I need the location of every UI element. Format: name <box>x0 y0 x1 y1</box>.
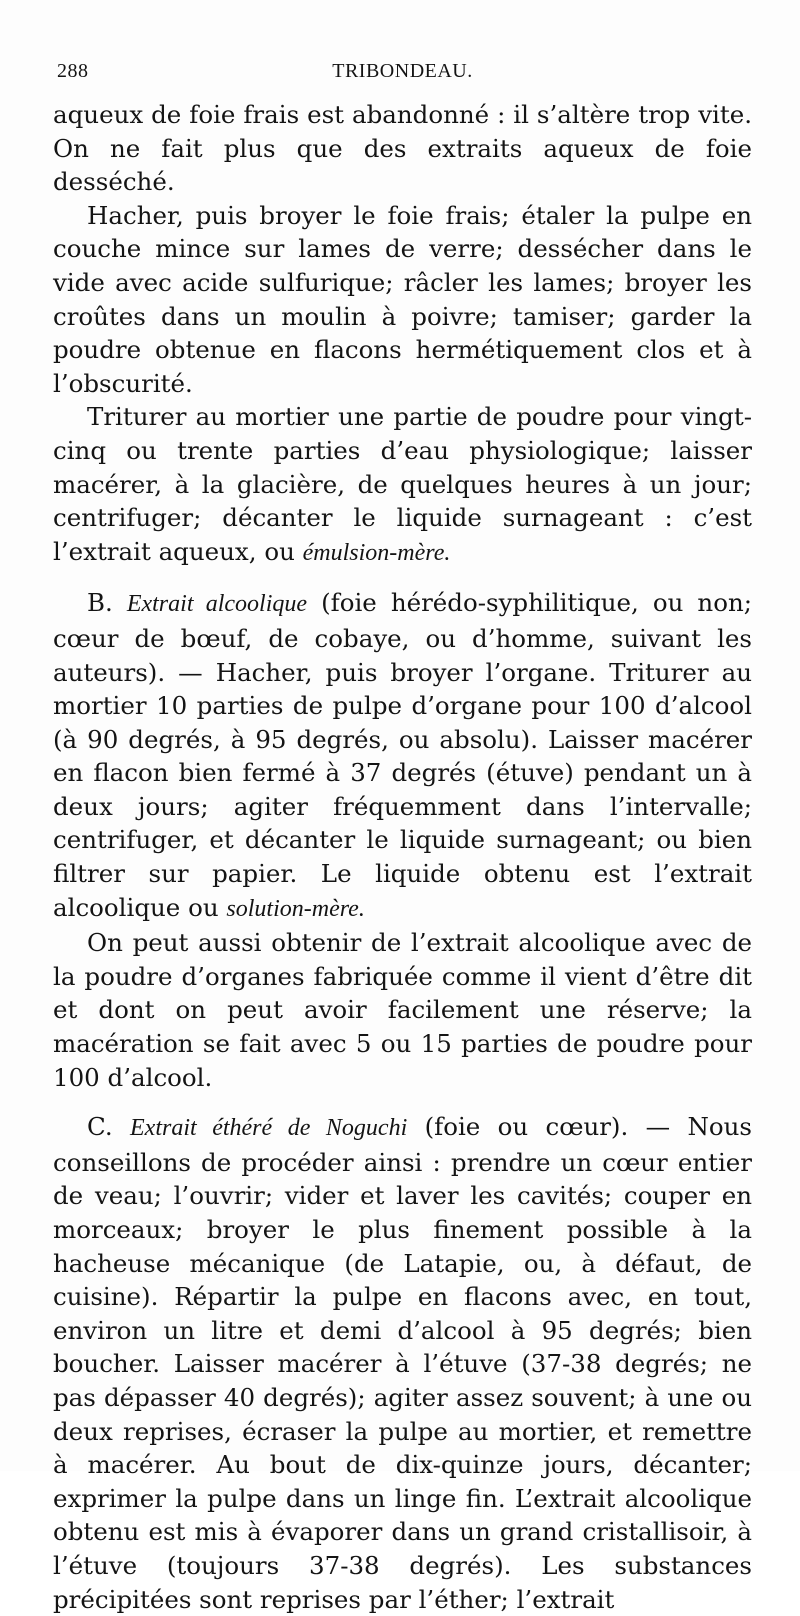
section-label: C. <box>87 1112 130 1142</box>
running-title: TRIBONDEAU. <box>332 60 473 82</box>
paragraph-section-c <box>53 1110 752 1616</box>
paragraph-aqueous-extract <box>53 400 752 570</box>
paragraph-text: (foie ou cœur). — Nous conseillons de procéder ainsi : prendre un cœur entier de veau; l’ouvrir; vider et laver les cavités; couper en morceaux; broyer le plus finement possible à la hacheuse mécanique (de Latapie, ou, à défaut, de cuisine). Répartir la pulpe en flacons avec, en tout, environ un litre et demi d’alcool à 95 degrés; bien boucher. Laisser macérer à l’étuve (37-38 degrés; ne pas dépasser 40 degrés); agiter assez souvent; à une ou deux reprises, écraser la pulpe au mortier, et remettre à macérer. Au bout de dix-quinze jours, décanter; exprimer la pulpe dans un linge fin. L’extrait alcoolique obtenu est mis à évaporer dans un grand cristallisoir, à l’étuve (toujours 37-38 degrés). Les substances précipitées sont reprises par l’éther; l’extrait <box>53 1112 752 1614</box>
page-number: 288 <box>57 60 89 82</box>
paragraph-continuation <box>53 98 752 199</box>
section-title-extrait-alcoolique: Extrait alcoolique <box>126 591 308 618</box>
paragraph-text: Triturer au mortier une partie de poudre pour vingt-cinq ou trente parties d’eau physiologique; laisser macérer, à la glacière, de quelques heures à un jour; centrifuger; décanter le liquide surnageant : c’est l’extrait aqueux, ou <box>53 402 752 566</box>
paragraph-section-b <box>53 586 752 926</box>
section-label: B. <box>87 588 127 618</box>
paragraph-text: On peut aussi obtenir de l’extrait alcoolique avec de la poudre d’organes fabriquée comme il vient d’être dit et dont on peut avoir facilement une réserve; la macération se fait avec 5 ou 15 parties de poudre pour 100 d’alcool. <box>53 928 752 1092</box>
body-text <box>53 98 752 1616</box>
paragraph-text: Hacher, puis broyer le foie frais; étaler la pulpe en couche mince sur lames de verre; dessécher dans le vide avec acide sulfurique; râcler les lames; broyer les croûtes dans un moulin à poivre; tamiser; garder la poudre obtenue en flacons hermétiquement clos et à l’obscurité. <box>53 200 752 398</box>
paragraph-text: aqueux de foie frais est abandonné : il s’altère trop vite. On ne fait plus que des extraits aqueux de foie desséché. <box>53 100 752 197</box>
section-title-extrait-ethere: Extrait éthéré de Noguchi <box>130 1115 408 1142</box>
term-emulsion-mere: émulsion-mère. <box>302 539 451 566</box>
running-head <box>53 58 752 98</box>
paragraph-alcohol-powder <box>53 926 752 1094</box>
paragraph-preparation <box>53 199 752 401</box>
term-solution-mere: solution-mère. <box>226 895 365 922</box>
paragraph-text: (foie hérédo-syphilitique, ou non; cœur de bœuf, de cobaye, ou d’homme, suivant les auteurs). — Hacher, puis broyer l’organe. Triturer au mortier 10 parties de pulpe d’organe pour 100 d’alcool (à 90 degrés, à 95 degrés, ou absolu). Laisser macérer en flacon bien fermé à 37 degrés (étuve) pendant un à deux jours; agiter fréquemment dans l’intervalle; centrifuger, et décanter le liquide surnageant; ou bien filtrer sur papier. Le liquide obtenu est l’extrait alcoolique ou <box>53 588 752 922</box>
